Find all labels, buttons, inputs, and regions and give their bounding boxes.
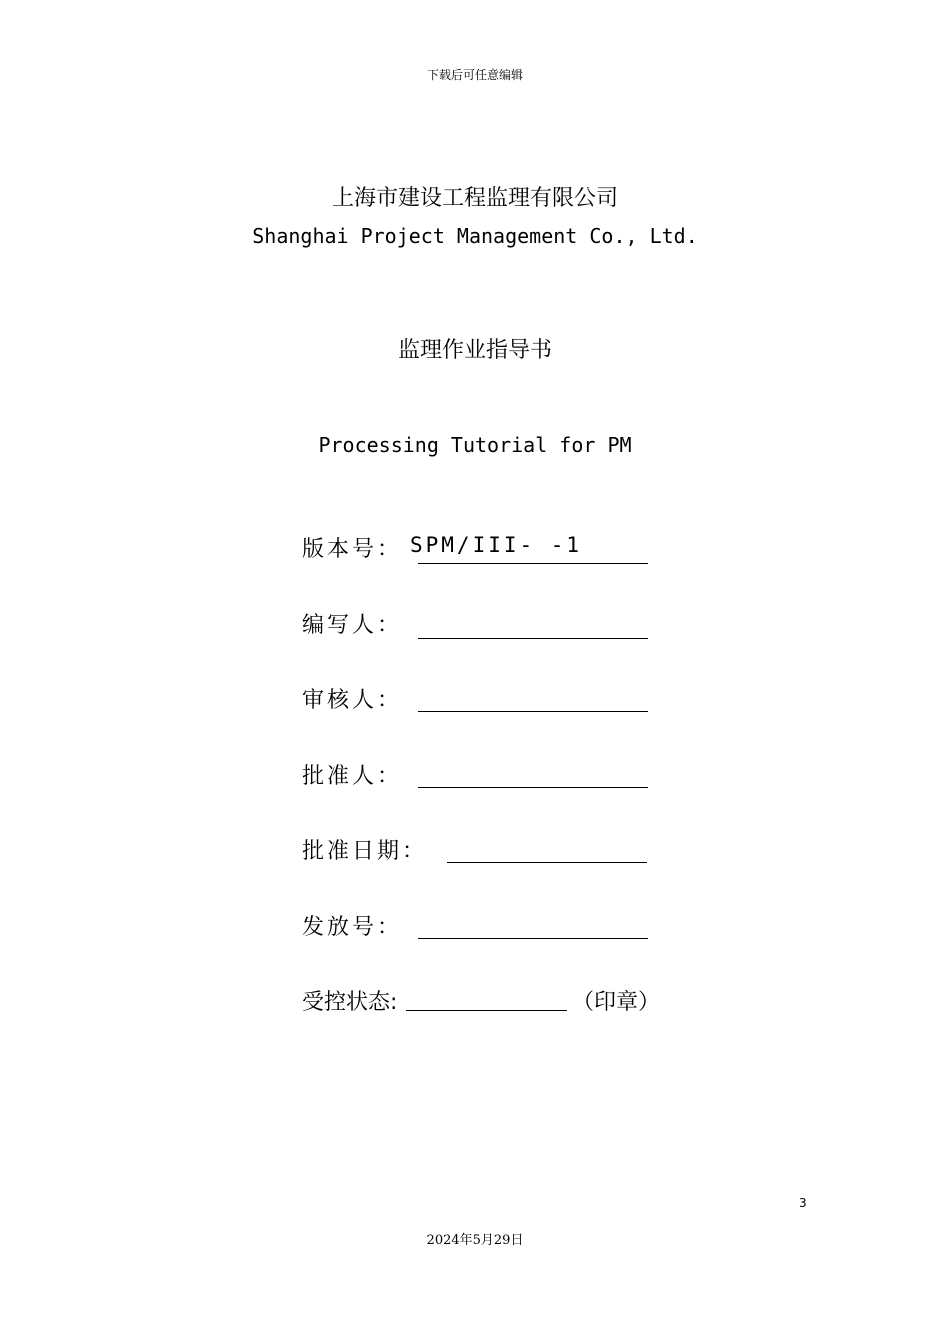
approver-underline — [418, 787, 648, 788]
issue-number-underline — [418, 938, 648, 939]
footer-date: 2024年5月29日 — [426, 1233, 524, 1248]
document-title-english: Processing Tutorial for PM — [318, 433, 632, 457]
version-underline — [418, 563, 648, 564]
approver-label: 批准人： — [302, 764, 403, 789]
issue-number-label: 发放号： — [302, 915, 403, 940]
control-status-label: 受控状态: — [302, 990, 398, 1015]
header-note: 下载后可任意编辑 — [426, 68, 523, 82]
author-underline — [418, 638, 648, 639]
company-name-english: Shanghai Project Management Co., Ltd. — [252, 224, 698, 248]
reviewer-underline — [418, 711, 648, 712]
author-label: 编写人： — [302, 613, 403, 638]
reviewer-label: 审核人： — [302, 688, 403, 713]
company-name-chinese: 上海市建设工程监理有限公司 — [331, 186, 618, 211]
version-value: SPM/III- -1 — [410, 533, 583, 557]
approval-date-label: 批准日期： — [302, 839, 428, 864]
version-label: 版本号： — [302, 537, 403, 562]
document-title-chinese: 监理作业指导书 — [397, 338, 552, 363]
control-status-underline — [406, 1010, 567, 1011]
stamp-note: （印章） — [572, 990, 661, 1015]
page-number: 3 — [799, 1196, 807, 1210]
approval-date-underline — [447, 862, 647, 863]
